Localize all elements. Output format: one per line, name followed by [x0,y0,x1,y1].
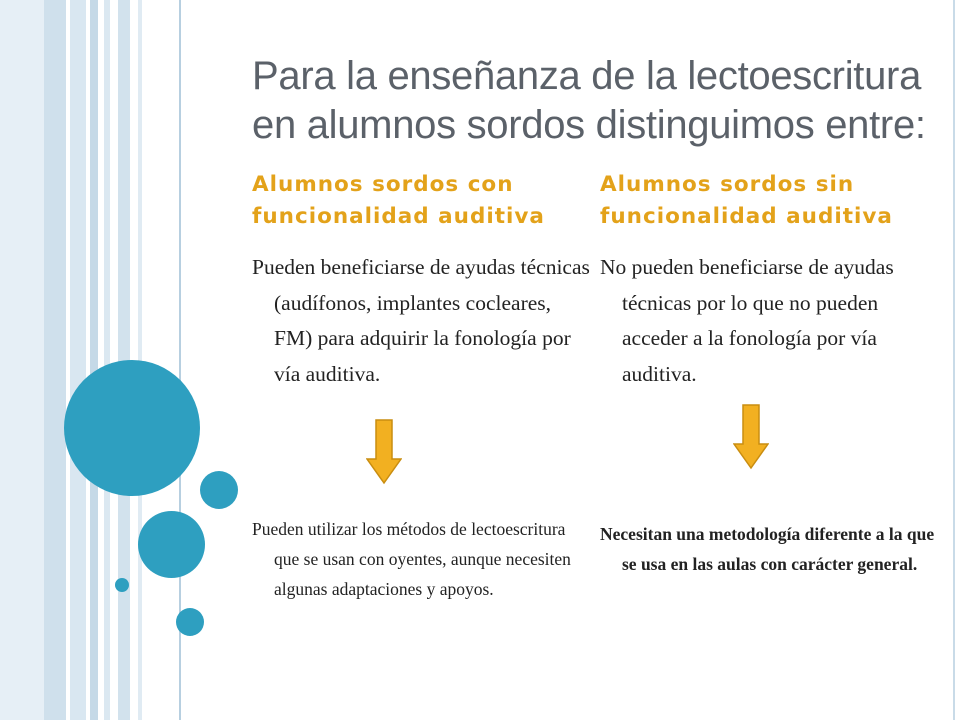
decorative-stripes [0,0,190,720]
decorative-circle [115,578,129,592]
column-description-without-hearing: No pueden beneficiarse de ayudas técnicas por lo que no pueden acceder a la fonología por vía auditiva. [600,255,894,386]
down-arrow-icon [733,404,769,470]
column-conclusion-with-hearing: Pueden utilizar los métodos de lectoescritura que se usan con oyentes, aunque necesiten algunas adaptaciones y apoyos. [252,519,571,599]
down-arrow-icon [366,419,402,485]
stripe [0,0,44,720]
column-heading-with-hearing: Alumnos sordos con funcionalidad auditiva [252,172,545,229]
column-heading-without-hearing: Alumnos sordos sin funcionalidad auditiva [600,172,893,229]
stripe [70,0,86,720]
right-border-line [953,0,955,720]
decorative-circle [64,360,200,496]
decorative-circle [200,471,238,509]
stripe [90,0,98,720]
column-conclusion-without-hearing: Necesitan una metodología diferente a la que se usa en las aulas con carácter general. [600,524,935,574]
stripe [44,0,66,720]
decorative-circle [138,511,205,578]
stripe [104,0,110,720]
decorative-circle [176,608,204,636]
column-description-with-hearing: Pueden beneficiarse de ayudas técnicas (audífonos, implantes cocleares, FM) para adquirir la fonología por vía auditiva. [252,255,590,386]
slide-title: Para la enseñanza de la lectoescritura en alumnos sordos distinguimos entre: [252,54,926,147]
